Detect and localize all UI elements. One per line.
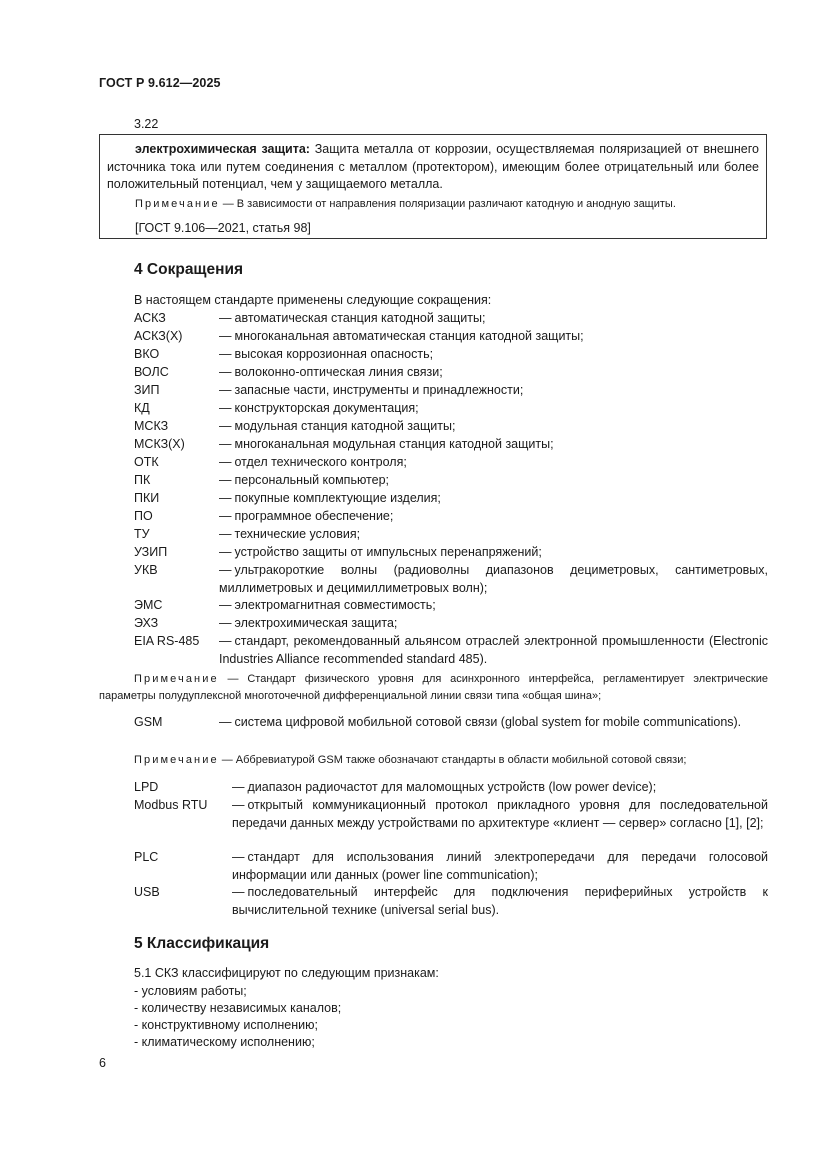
- abbreviation-term: ПО: [134, 509, 153, 523]
- abbreviation-desc: стандарт для использования линий электропередачи для передачи голосовой информации или данных (power line communication);: [232, 850, 768, 882]
- abbreviation-term: КД: [134, 401, 150, 415]
- abbreviation-desc: ультракороткие волны (радиоволны диапазонов дециметровых, сантиметровых, миллиметровых и децимиллиметровых волн);: [219, 563, 768, 595]
- term-note-text: — В зависимости от направления поляризации различают катодную и анодную защиты.: [222, 198, 676, 210]
- note-label: Примечание: [134, 673, 219, 685]
- term-name: электрохимическая защита:: [135, 142, 310, 156]
- section-4-intro: В настоящем стандарте применены следующие сокращения:: [134, 293, 492, 307]
- abbreviation-term: LPD: [134, 780, 159, 794]
- abbreviation-term: УЗИП: [134, 545, 168, 559]
- abbreviation-desc: волоконно-оптическая линия связи;: [234, 365, 443, 379]
- abbreviation-desc: модульная станция катодной защиты;: [234, 419, 456, 433]
- abbreviation-term: EIA RS-485: [134, 634, 200, 648]
- section-5-intro: 5.1 СКЗ классифицируют по следующим признакам:: [134, 966, 439, 980]
- document-page: ГОСТ Р 9.612—2025 3.22 электрохимическая защита: Защита металла от коррозии, осуществляемая поляризацией от внешнего источника тока или путем соединения с металлом (протектором), имеющим более отрицательный или более положительный потенциал, чем у защищаемого металла. Примечание — В зависимости от направления поляризации различают катодную и анодную защиты. [ГОСТ 9.106—2021, статья 98] 4 Сокращения В настоящем стандарте применены следующие сокращения: АСКЗ — автоматическая станция катодной защиты; АСКЗ(Х) — многоканальная автоматическая станция катодной защиты; ВКО — высокая коррозионная опасность; ВОЛС — волоконно-оптическая линия связи; ЗИП — запасные части, инструменты и принадлежности; КД — конструкторская документация; МСКЗ — модульная станция катодной защиты; МСКЗ(Х) — многоканальная модульная станция катодной защиты; ОТК — отдел технического контроля; ПК — персональный компьютер; ПКИ — покупные комплектующие изделия; ПО — программное обеспечение; ТУ — технические условия; УЗИП — устройство защиты от импульсных перенапряжений; УКВ — ультракороткие волны (радиоволны диапазонов дециметровых, сантиметровых, миллиметровых и децимиллиметровых волн); ЭМС — электромагнитная совместимость; ЭХЗ — электрохимическая защита; EIA RS-485 — стандарт, рекомендованный альянсом отраслей электронной промышленности (Electronic Industries Alliance recommended standard 485). Примечание — Стандарт физического уровня для асинхронного интерфейса, регламентирует электрические параметры полудуплексной многоточечной дифференциальной линии связи типа «общая шина»; GSM — система цифровой мобильной сотовой связи (global system for mobile communications). Примечание — Аббревиатурой GSM также обозначают стандарты в области мобильной сотовой связи; LPD — диапазон радиочастот для маломощных устройств (low power device); Modbus RTU — открытый коммуникационный протокол прикладного уровня для последовательной передачи данных между устройствами по архитектуре «клиент — сервер» согласно [1], [2]; PLC — стандарт для использования линий электропередачи для передачи голосовой информации или данных (power line communication); USB — последовательный интерфейс для подключения периферийных устройств к вычислительной технике (universal serial bus). 5 Классификация 5.1 СКЗ классифицируют по следующим признакам: - условиям работы; - количеству независимых каналов; - конструктивному исполнению; - климатическому исполнению; 6: [99, 76, 768, 1070]
- section-5-title: 5 Классификация: [134, 935, 270, 952]
- abbreviation-desc: последовательный интерфейс для подключения периферийных устройств к вычислительной технике (universal serial bus).: [232, 885, 768, 917]
- note-text: — Аббревиатурой GSM также обозначают стандарты в области мобильной сотовой связи;: [221, 754, 687, 766]
- abbreviation-term: ОТК: [134, 455, 159, 469]
- note-label: Примечание: [134, 754, 219, 766]
- abbreviation-term: GSM: [134, 715, 163, 729]
- abbreviation-desc: стандарт, рекомендованный альянсом отраслей электронной промышленности (Electronic Industries Alliance recommended standard 485).: [219, 634, 768, 666]
- abbreviation-term: ВОЛС: [134, 365, 169, 379]
- abbreviation-desc: конструкторская документация;: [234, 401, 419, 415]
- abbreviation-term: ПК: [134, 473, 151, 487]
- abbreviation-term: Modbus RTU: [134, 798, 208, 812]
- term-definition-text: Защита металла от коррозии, осуществляемая поляризацией от внешнего источника тока или путем соединения с металлом (протектором), имеющим более отрицательный или более положительный потенциал, чем у защищаемого металла.: [107, 142, 759, 191]
- abbreviation-desc: диапазон радиочастот для маломощных устройств (low power device);: [247, 780, 657, 794]
- term-note: [135, 198, 676, 210]
- section-4-title: 4 Сокращения: [134, 261, 244, 278]
- list-item: - конструктивному исполнению;: [134, 1018, 318, 1032]
- document-header: ГОСТ Р 9.612—2025: [99, 76, 221, 90]
- abbreviation-term: АСКЗ(Х): [134, 329, 183, 343]
- abbreviation-term: ВКО: [134, 347, 160, 361]
- abbreviation-desc: многоканальная модульная станция катодной защиты;: [234, 437, 554, 451]
- abbreviation-term: МСКЗ(Х): [134, 437, 185, 451]
- abbreviation-desc: персональный компьютер;: [234, 473, 390, 487]
- abbreviation-desc: открытый коммуникационный протокол прикладного уровня для последовательной передачи данных между устройствами по архитектуре «клиент — сервер» согласно [1], [2];: [232, 798, 768, 830]
- list-item: - количеству независимых каналов;: [134, 1001, 342, 1015]
- abbreviation-desc: электромагнитная совместимость;: [234, 598, 436, 612]
- abbreviation-note: [99, 671, 768, 705]
- page-number: 6: [99, 1056, 106, 1070]
- term-number: 3.22: [134, 117, 159, 131]
- term-definition: [107, 141, 759, 194]
- list-item: - климатическому исполнению;: [134, 1035, 315, 1049]
- term-source: [ГОСТ 9.106—2021, статья 98]: [135, 221, 311, 235]
- abbreviation-desc: отдел технического контроля;: [234, 455, 407, 469]
- abbreviation-desc: многоканальная автоматическая станция катодной защиты;: [234, 329, 584, 343]
- abbreviation-desc: устройство защиты от импульсных перенапряжений;: [234, 545, 542, 559]
- abbreviation-note: [99, 752, 768, 769]
- abbreviation-term: USB: [134, 885, 160, 899]
- abbreviation-desc: автоматическая станция катодной защиты;: [234, 311, 486, 325]
- term-note-label: Примечание: [135, 198, 220, 210]
- abbreviation-desc: запасные части, инструменты и принадлежности;: [234, 383, 524, 397]
- note-text: — Стандарт физического уровня для асинхронного интерфейса, регламентирует электрические параметры полудуплексной многоточечной дифференциальной линии связи типа «общая шина»;: [99, 673, 768, 702]
- abbreviation-desc: технические условия;: [234, 527, 361, 541]
- abbreviation-term: УКВ: [134, 563, 158, 577]
- abbreviation-desc: программное обеспечение;: [234, 509, 394, 523]
- abbreviation-term: АСКЗ: [134, 311, 166, 325]
- abbreviation-desc: система цифровой мобильной сотовой связи (global system for mobile communications).: [234, 715, 742, 729]
- abbreviation-term: ЗИП: [134, 383, 160, 397]
- abbreviation-term: ЭХЗ: [134, 616, 159, 630]
- abbreviation-term: МСКЗ: [134, 419, 169, 433]
- abbreviation-desc: высокая коррозионная опасность;: [234, 347, 434, 361]
- term-definition-box: [99, 134, 767, 239]
- abbreviation-desc: покупные комплектующие изделия;: [234, 491, 441, 505]
- abbreviation-term: ПКИ: [134, 491, 160, 505]
- abbreviation-desc: электрохимическая защита;: [234, 616, 398, 630]
- list-item: - условиям работы;: [134, 984, 247, 998]
- abbreviation-term: PLC: [134, 850, 159, 864]
- abbreviation-term: ЭМС: [134, 598, 163, 612]
- abbreviation-term: ТУ: [134, 527, 150, 541]
